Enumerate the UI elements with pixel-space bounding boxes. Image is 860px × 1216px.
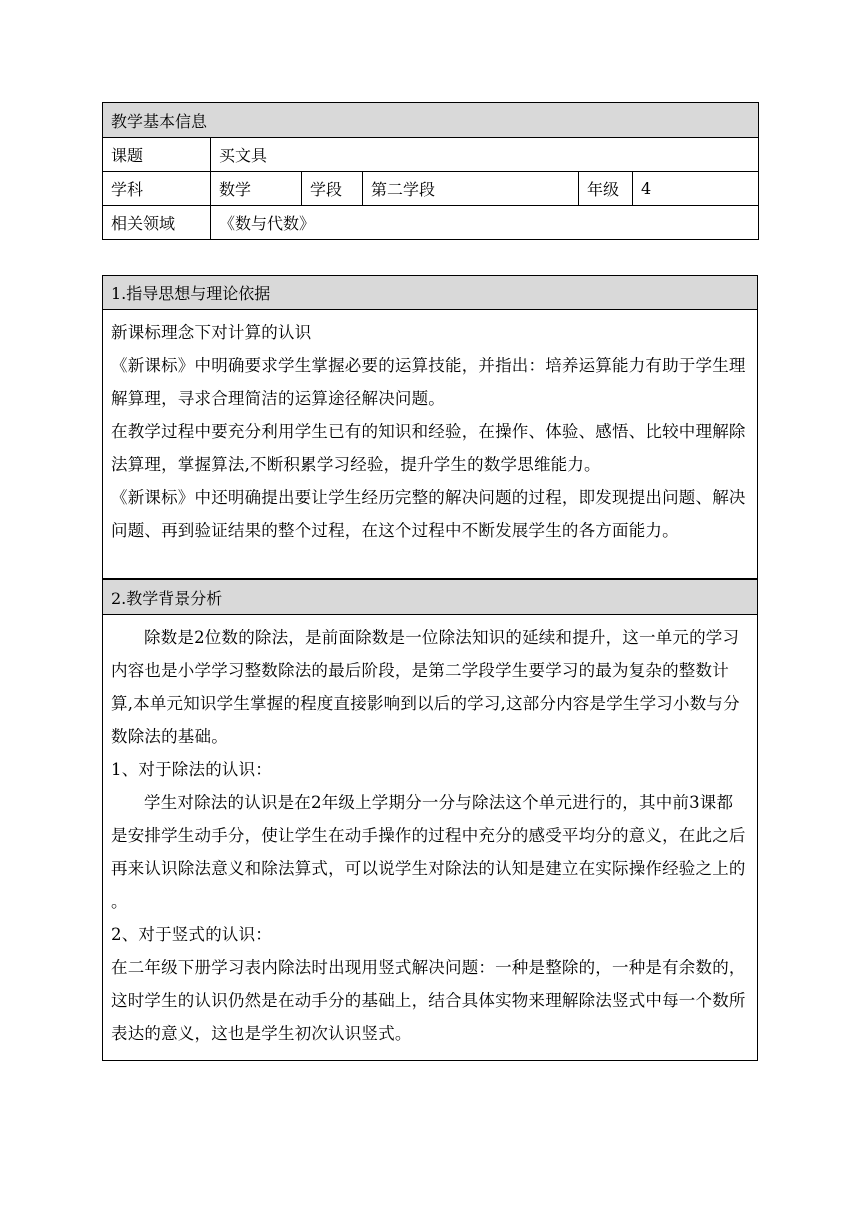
domain-label: 相关领域 (103, 206, 211, 240)
teaching-background-table (102, 579, 758, 1061)
paragraph: 在教学过程中要充分利用学生已有的知识和经验，在操作、体验、感悟、比较中理解除法算理，掌握算法,不断积累学习经验，提升学生的数学思维能力。 (111, 422, 746, 474)
topic-value: 买文具 (211, 138, 759, 172)
guiding-theory-table (102, 275, 758, 579)
basic-info-table (102, 102, 759, 240)
basic-info-header-row (103, 103, 759, 138)
grade-value: 4 (633, 172, 759, 206)
paragraph: 除数是2位数的除法，是前面除数是一位除法知识的延续和提升，这一单元的学习内容也是小学学习整数除法的最后阶段，是第二学段学生要学习的最为复杂的整数计算,本单元知识学生掌握的程度直接影响到以后的学习,这部分内容是学生学习小数与分数除法的基础。 (111, 628, 740, 746)
teaching-background-header-row (103, 580, 758, 615)
teaching-background-body (103, 615, 758, 1061)
basic-info-header: 教学基本信息 (103, 103, 759, 138)
grade-label: 年级 (579, 172, 633, 206)
paragraph: 《新课标》中还明确提出要让学生经历完整的解决问题的过程，即发现提出问题、解决问题、再到验证结果的整个过程，在这个过程中不断发展学生的各方面能力。 (111, 488, 746, 540)
subject-value: 数学 (211, 172, 302, 206)
domain-value: 《数与代数》 (211, 206, 759, 240)
guiding-theory-body (103, 310, 758, 579)
paragraph: 新课标理念下对计算的认识 (111, 323, 312, 342)
topic-label: 课题 (103, 138, 211, 172)
stage-value: 第二学段 (363, 172, 579, 206)
domain-row (103, 206, 759, 240)
paragraph: 1、对于除法的认识： (111, 760, 272, 779)
topic-row (103, 138, 759, 172)
subject-label: 学科 (103, 172, 211, 206)
teaching-background-header: 2.教学背景分析 (103, 580, 758, 615)
paragraph: 2、对于竖式的认识： (111, 925, 272, 944)
paragraph: 学生对除法的认识是在2年级上学期分一分与除法这个单元进行的，其中前3课都是安排学生动手分，使让学生在动手操作的过程中充分的感受平均分的意义，在此之后再来认识除法意义和除法算式，可以说学生对除法的认知是建立在实际操作经验之上的 。 (111, 793, 746, 911)
paragraph: 在二年级下册学习表内除法时出现用竖式解决问题：一种是整除的，一种是有余数的，这时学生的认识仍然是在动手分的基础上，结合具体实物来理解除法竖式中每一个数所表达的意义，这也是学生初次认识竖式。 (111, 958, 746, 1043)
subject-row (103, 172, 759, 206)
stage-label: 学段 (302, 172, 363, 206)
guiding-theory-header-row (103, 276, 758, 310)
guiding-theory-body-row (103, 310, 758, 579)
teaching-background-body-row (103, 615, 758, 1061)
guiding-theory-header: 1.指导思想与理论依据 (103, 276, 758, 310)
paragraph: 《新课标》中明确要求学生掌握必要的运算技能，并指出：培养运算能力有助于学生理解算理，寻求合理简洁的运算途径解决问题。 (111, 356, 746, 408)
